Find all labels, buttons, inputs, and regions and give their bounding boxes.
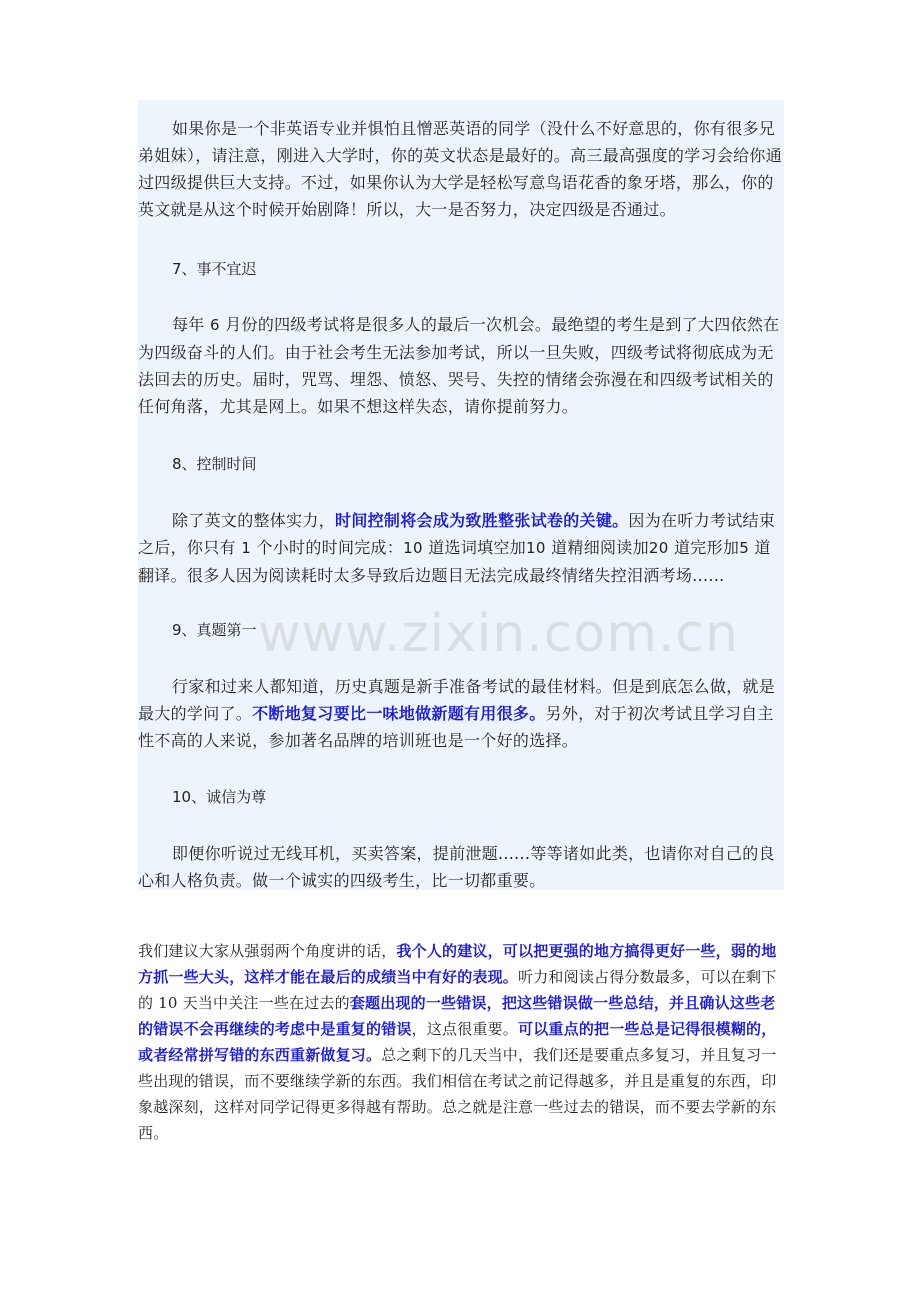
heading-8: 8、控制时间 [172, 455, 257, 473]
text: 另外，对于初次考试且学习自主性不高的人来说，参加著名品牌的培训班也是一个好的选择。 [138, 704, 774, 750]
text: 个小时的时间完成： [256, 538, 404, 557]
paragraph-8 [138, 507, 784, 589]
text: 即便你听说过无线耳机，买卖答案，提前泄题......等等诸如此类，也请你对自己的良心和人格负责。做一个诚实的四级考生，比一切都重要。 [138, 844, 775, 890]
text: 道精细阅读加 [551, 538, 649, 557]
highlight-text: 可以重点的把一些总是记得很模糊的，或者经常拼写错的东西重新做复习。 [138, 1020, 777, 1064]
text: 每年 [172, 315, 205, 334]
text: 听力和阅读占得分数最多，可以在剩下的 10 天当中关注一些在过去的 [138, 968, 777, 1012]
paragraph-intro-text: 如果你是一个非英语专业并惧怕且憎恶英语的同学（没什么不好意思的，你有很多兄弟姐妹），请注意，刚进入大学时，你的英文状态是最好的。高三最高强度的学习会给你通过四级提供巨大支持。不过，如果你认为大学是轻松写意鸟语花香的象牙塔，那么，你的英文就是从这个时候开始剧降！所以，大一是否努力，决定四级是否通过。 [138, 119, 783, 219]
highlight-text: 不断地复习要比一味地做新题有用很多。 [252, 704, 546, 723]
heading-9: 9、真题第一 [172, 621, 257, 639]
text: 我们建议大家从强弱两个角度讲的话， [138, 942, 397, 960]
text: 道翻译。很多人因为阅读耗时太多导致后边题目无法完成最终情绪失控泪洒考场...... [138, 538, 771, 585]
number: 5 [739, 539, 750, 557]
paragraph-10 [138, 840, 784, 894]
text: 因为在听力考试结束之后，你只有 [138, 511, 776, 557]
highlight-text: 套题出现的一些错误，把这些错误做一些总结，并且确认这些老的错误不会再继续的考虑中是重复的错误 [138, 994, 776, 1038]
text: 除了英文的整体实力， [172, 511, 336, 530]
highlight-text: 时间控制将会成为致胜整张试卷的关键。 [335, 511, 629, 530]
text: 行家和过来人都知道，历史真题是新手准备考试的最佳材料。但是到底怎么做，就是最大的学问了。 [138, 677, 776, 723]
paragraph-intro [138, 115, 784, 223]
text: 总之剩下的几天当中，我们还是要重点多复习，并且复习一些出现的错误，而不要继续学新的东西。我们相信在考试之前记得越多，并且是重复的东西，印象越深刻，这样对同学记得更多得越有帮助。总之就是注意一些过去的错误，而不要去学新的东西。 [138, 1046, 777, 1142]
number: 20 [648, 539, 669, 557]
number: 6 [210, 316, 220, 334]
text: 道选词填空加 [428, 538, 527, 557]
number: 1 [241, 539, 252, 557]
number: 10 [403, 539, 423, 557]
paragraph-7 [138, 311, 784, 420]
paragraph-9 [138, 673, 784, 754]
text: 道完形加 [674, 538, 740, 557]
text: 月份的四级考试将是很多人的最后一次机会。最绝望的考生是到了大四依然在为四级奋斗的人们。由于社会考生无法参加考试，所以一旦失败，四级考试将彻底成为无法回去的历史。届时，咒骂、埋怨、愤怒、哭号、失控的情绪会弥漫在和四级考试相关的任何角落，尤其是网上。如果不想这样失态，请你提前努力。 [138, 315, 780, 416]
summary-paragraph [138, 938, 784, 1146]
heading-7: 7、事不宜迟 [172, 260, 257, 278]
heading-10: 10、诚信为尊 [172, 788, 267, 806]
number: 10 [526, 539, 546, 557]
text: ，这点很重要。 [411, 1020, 519, 1038]
highlight-text: 我个人的建议，可以把更强的地方搞得更好一些，弱的地方抓一些大头，这样才能在最后的成绩当中有好的表现。 [138, 942, 777, 986]
